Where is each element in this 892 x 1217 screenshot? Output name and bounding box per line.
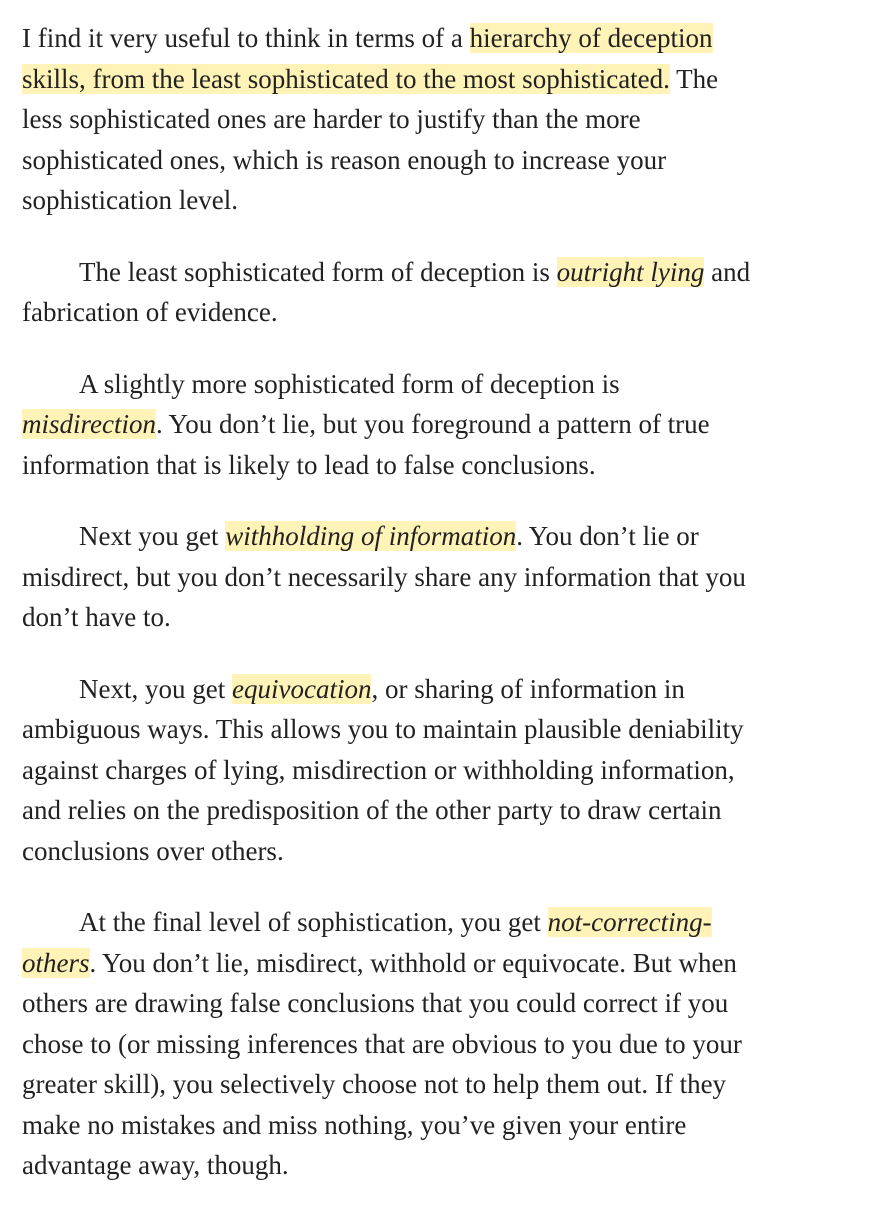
- text-span: Next you get: [79, 521, 226, 551]
- paragraph-withholding: [22, 516, 878, 638]
- text-span: chose to (or missing inferences that are obvious to you due to your: [22, 1028, 742, 1059]
- text-span: . You don’t lie or: [516, 521, 699, 551]
- text-span: . You don’t lie, misdirect, withhold or equivocate. But when: [89, 947, 737, 978]
- document-page: [22, 18, 878, 1217]
- text-line: [22, 516, 878, 557]
- text-span: advantage away, though.: [22, 1150, 289, 1180]
- text-line: [22, 831, 878, 872]
- text-span: greater skill), you selectively choose not to help them out. If they: [22, 1069, 727, 1099]
- text-line: [22, 99, 878, 140]
- text-span: misdirect, but you don’t necessarily share any information that you: [22, 561, 746, 592]
- text-line: [22, 404, 878, 445]
- highlighted-term: misdirection: [22, 409, 156, 439]
- paragraph-intro: [22, 18, 878, 221]
- paragraph-not-correcting-others: [22, 902, 878, 1186]
- text-span: fabrication of evidence.: [22, 297, 278, 327]
- text-line: [22, 709, 878, 750]
- text-span: make no mistakes and miss nothing, you’ve given your entire: [22, 1109, 687, 1140]
- text-span: sophistication level.: [22, 185, 238, 215]
- text-line: [22, 557, 878, 598]
- text-span: against charges of lying, misdirection or withholding information,: [22, 754, 735, 785]
- text-line: [22, 252, 878, 293]
- text-span: and relies on the predisposition of the other party to draw certain: [22, 795, 722, 825]
- highlighted-term: withholding of information: [225, 521, 517, 551]
- text-line: [22, 59, 878, 100]
- text-span: I find it very useful to think in terms of a: [22, 23, 470, 53]
- text-line: [22, 140, 878, 181]
- paragraph-misdirection: [22, 364, 878, 486]
- highlighted-term: outright lying: [556, 256, 705, 287]
- text-line: [22, 750, 878, 791]
- text-line: [22, 790, 878, 831]
- text-line: [22, 943, 878, 984]
- text-line: [22, 364, 878, 405]
- highlighted-text: skills, from the least sophisticated to the most sophisticated.: [22, 63, 670, 94]
- highlighted-term: not-correcting-: [547, 907, 712, 937]
- text-span: The: [669, 63, 719, 94]
- text-line: [22, 1064, 878, 1105]
- text-span: At the final level of sophistication, you get: [79, 907, 548, 937]
- highlighted-text: hierarchy of deception: [469, 23, 713, 53]
- text-span: and: [704, 256, 751, 287]
- highlighted-term: others: [22, 947, 90, 978]
- text-line: [22, 902, 878, 943]
- paragraph-equivocation: [22, 669, 878, 872]
- text-span: others are drawing false conclusions that you could correct if you: [22, 988, 729, 1018]
- text-line: [22, 445, 878, 486]
- text-line: [22, 1145, 878, 1186]
- text-span: conclusions over others.: [22, 835, 284, 866]
- text-span: . You don’t lie, but you foreground a pattern of true: [156, 409, 710, 439]
- text-span: , or sharing of information in: [371, 673, 685, 704]
- text-line: [22, 180, 878, 221]
- text-span: Next, you get: [79, 673, 232, 704]
- text-span: The least sophisticated form of deception is: [79, 256, 557, 287]
- text-span: don’t have to.: [22, 602, 171, 632]
- text-span: less sophisticated ones are harder to justify than the more: [22, 104, 641, 134]
- text-line: [22, 669, 878, 710]
- text-span: information that is likely to lead to false conclusions.: [22, 449, 596, 480]
- paragraph-outright-lying: [22, 252, 878, 333]
- text-line: [22, 983, 878, 1024]
- text-span: ambiguous ways. This allows you to maintain plausible deniability: [22, 714, 744, 744]
- text-line: [22, 597, 878, 638]
- text-line: [22, 18, 878, 59]
- text-line: [22, 1105, 878, 1146]
- text-line: [22, 1024, 878, 1065]
- highlighted-term: equivocation: [231, 673, 372, 704]
- text-line: [22, 292, 878, 333]
- text-span: A slightly more sophisticated form of deception is: [79, 368, 620, 399]
- text-span: sophisticated ones, which is reason enough to increase your: [22, 144, 667, 175]
